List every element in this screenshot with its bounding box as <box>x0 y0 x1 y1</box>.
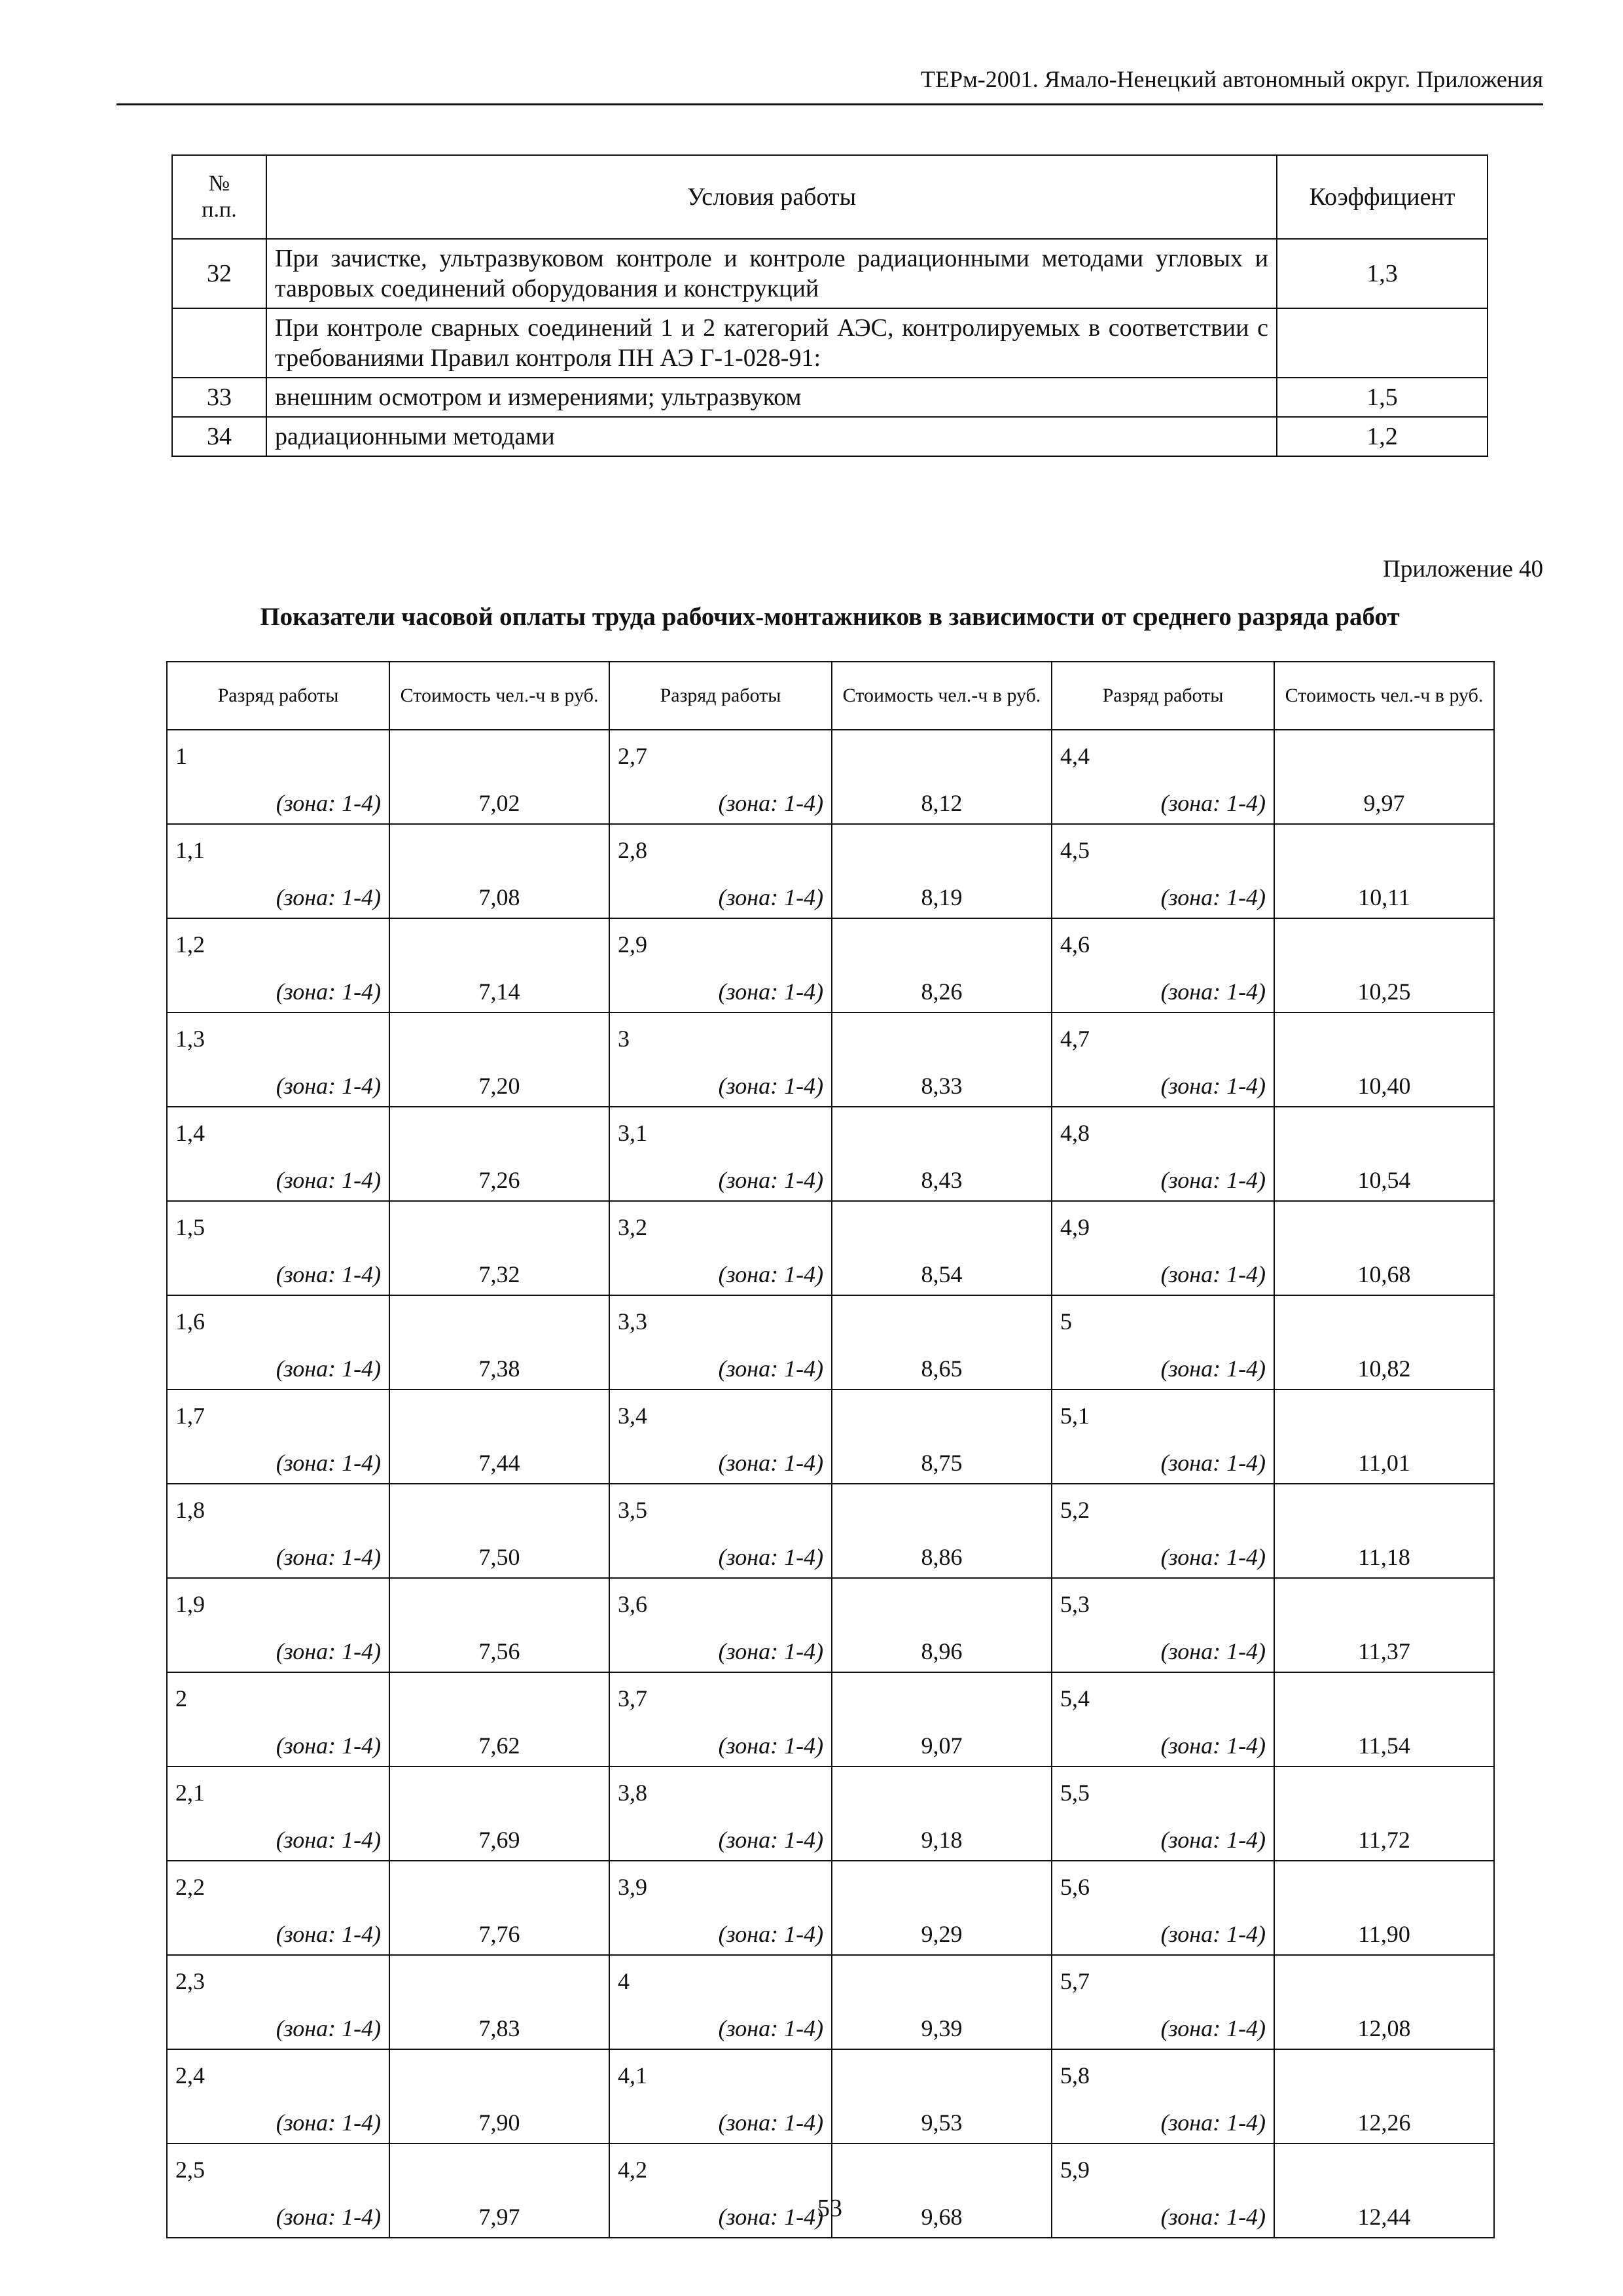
zone-label: (зона: 1-4) <box>718 1261 824 1287</box>
cost-value: 11,54 <box>1274 1672 1494 1767</box>
wage-row <box>167 2049 1494 2144</box>
grade-cell <box>609 824 832 918</box>
cost-value: 7,62 <box>389 1672 609 1767</box>
grade-value: 4,4 <box>1060 743 1090 769</box>
zone-label: (зона: 1-4) <box>1160 1167 1266 1193</box>
cost-value: 7,44 <box>389 1390 609 1484</box>
wage-row <box>167 824 1494 918</box>
zone-label: (зона: 1-4) <box>1160 1450 1266 1476</box>
cost-value: 9,07 <box>832 1672 1052 1767</box>
wage-row <box>167 1390 1494 1484</box>
wage-header-row <box>167 662 1494 730</box>
grade-value: 3,1 <box>617 1120 647 1146</box>
cost-value: 9,97 <box>1274 730 1494 824</box>
zone-label: (зона: 1-4) <box>1160 1544 1266 1570</box>
grade-value: 2,8 <box>617 837 647 863</box>
grade-value: 4,8 <box>1060 1120 1090 1146</box>
row-condition: При контроле сварных соединений 1 и 2 категорий АЭС, контролируемых в соответствии с требованиями Правил контроля ПН АЭ Г-1-028-91: <box>266 308 1277 378</box>
header-cost: Стоимость чел.-ч в руб. <box>832 662 1052 730</box>
grade-value: 4,5 <box>1060 837 1090 863</box>
cost-value: 8,75 <box>832 1390 1052 1484</box>
row-number: 32 <box>172 239 266 308</box>
cost-value: 7,76 <box>389 1861 609 1955</box>
grade-cell <box>1052 1013 1274 1107</box>
grade-cell <box>609 918 832 1013</box>
header-cost: Стоимость чел.-ч в руб. <box>389 662 609 730</box>
grade-value: 3,9 <box>617 1874 647 1900</box>
wage-row <box>167 1295 1494 1390</box>
cost-value: 7,38 <box>389 1295 609 1390</box>
cost-value: 8,12 <box>832 730 1052 824</box>
grade-cell <box>609 1390 832 1484</box>
zone-label: (зона: 1-4) <box>718 1827 824 1853</box>
zone-label: (зона: 1-4) <box>276 2109 382 2136</box>
grade-cell <box>1052 918 1274 1013</box>
grade-cell <box>167 1578 389 1672</box>
grade-value: 1 <box>175 743 187 769</box>
coefficients-row <box>172 308 1488 378</box>
grade-value: 4 <box>617 1968 630 1994</box>
wage-row <box>167 1201 1494 1295</box>
grade-value: 5,1 <box>1060 1403 1090 1429</box>
grade-cell <box>609 1295 832 1390</box>
page-number: 53 <box>817 2195 842 2222</box>
zone-label: (зона: 1-4) <box>1160 2015 1266 2041</box>
zone-label: (зона: 1-4) <box>718 1544 824 1570</box>
grade-cell <box>167 824 389 918</box>
grade-value: 4,1 <box>617 2062 647 2089</box>
grade-cell <box>609 1955 832 2049</box>
grade-cell <box>167 1107 389 1201</box>
grade-value: 2,9 <box>617 931 647 958</box>
grade-value: 3,3 <box>617 1308 647 1335</box>
wage-row <box>167 1484 1494 1578</box>
grade-value: 5,4 <box>1060 1685 1090 1712</box>
cost-value: 8,65 <box>832 1295 1052 1390</box>
grade-cell <box>609 1013 832 1107</box>
grade-value: 4,2 <box>617 2157 647 2183</box>
grade-cell <box>1052 1390 1274 1484</box>
header-grade: Разряд работы <box>609 662 832 730</box>
grade-value: 2,4 <box>175 2062 205 2089</box>
zone-label: (зона: 1-4) <box>718 884 824 910</box>
cost-value: 8,26 <box>832 918 1052 1013</box>
wage-row <box>167 2144 1494 2238</box>
header-grade: Разряд работы <box>167 662 389 730</box>
wage-row <box>167 1861 1494 1955</box>
header-condition: Условия работы <box>266 155 1277 239</box>
grade-cell <box>609 1767 832 1861</box>
zone-label: (зона: 1-4) <box>718 790 824 816</box>
cost-value: 9,29 <box>832 1861 1052 1955</box>
grade-cell <box>1052 1201 1274 1295</box>
zone-label: (зона: 1-4) <box>1160 1638 1266 1664</box>
grade-cell <box>167 1390 389 1484</box>
grade-cell <box>609 1578 832 1672</box>
grade-value: 5,9 <box>1060 2157 1090 2183</box>
grade-cell <box>167 2049 389 2144</box>
grade-cell <box>167 1295 389 1390</box>
row-number: 34 <box>172 417 266 456</box>
grade-cell <box>1052 1107 1274 1201</box>
row-coefficient: 1,2 <box>1277 417 1488 456</box>
grade-cell <box>167 1767 389 1861</box>
coefficients-row <box>172 378 1488 417</box>
grade-value: 4,6 <box>1060 931 1090 958</box>
zone-label: (зона: 1-4) <box>1160 1921 1266 1947</box>
grade-cell <box>609 1107 832 1201</box>
grade-cell <box>167 2144 389 2238</box>
wage-row <box>167 918 1494 1013</box>
zone-label: (зона: 1-4) <box>276 884 382 910</box>
grade-cell <box>1052 1295 1274 1390</box>
zone-label: (зона: 1-4) <box>276 1355 382 1382</box>
cost-value: 9,39 <box>832 1955 1052 2049</box>
zone-label: (зона: 1-4) <box>718 1167 824 1193</box>
grade-value: 2,5 <box>175 2157 205 2183</box>
grade-value: 5,6 <box>1060 1874 1090 1900</box>
grade-cell <box>1052 2144 1274 2238</box>
coefficients-row <box>172 417 1488 456</box>
cost-value: 8,43 <box>832 1107 1052 1201</box>
grade-value: 2 <box>175 1685 187 1712</box>
grade-value: 3,5 <box>617 1497 647 1523</box>
zone-label: (зона: 1-4) <box>718 1732 824 1759</box>
grade-value: 3,8 <box>617 1780 647 1806</box>
grade-cell <box>167 918 389 1013</box>
grade-value: 1,2 <box>175 931 205 958</box>
grade-value: 2,2 <box>175 1874 205 1900</box>
cost-value: 10,82 <box>1274 1295 1494 1390</box>
cost-value: 7,56 <box>389 1578 609 1672</box>
cost-value: 11,01 <box>1274 1390 1494 1484</box>
wage-row <box>167 730 1494 824</box>
grade-cell <box>1052 1578 1274 1672</box>
wage-table-title: Показатели часовой оплаты труда рабочих-монтажников в зависимости от среднего разряда работ <box>260 603 1400 631</box>
zone-label: (зона: 1-4) <box>276 790 382 816</box>
cost-value: 9,68 <box>832 2144 1052 2238</box>
cost-value: 10,11 <box>1274 824 1494 918</box>
cost-value: 10,68 <box>1274 1201 1494 1295</box>
cost-value: 10,54 <box>1274 1107 1494 1201</box>
zone-label: (зона: 1-4) <box>276 1732 382 1759</box>
grade-value: 1,8 <box>175 1497 205 1523</box>
zone-label: (зона: 1-4) <box>718 1073 824 1099</box>
zone-label: (зона: 1-4) <box>276 1921 382 1947</box>
grade-cell <box>609 1484 832 1578</box>
header-number: № п.п. <box>172 155 266 239</box>
row-condition: внешним осмотром и измерениями; ультразвуком <box>266 378 1277 417</box>
zone-label: (зона: 1-4) <box>276 2015 382 2041</box>
grade-cell <box>609 730 832 824</box>
grade-cell <box>609 1861 832 1955</box>
cost-value: 11,90 <box>1274 1861 1494 1955</box>
grade-value: 1,7 <box>175 1403 205 1429</box>
cost-value: 7,20 <box>389 1013 609 1107</box>
grade-value: 4,9 <box>1060 1214 1090 1240</box>
cost-value: 12,08 <box>1274 1955 1494 2049</box>
zone-label: (зона: 1-4) <box>718 2204 824 2230</box>
zone-label: (зона: 1-4) <box>718 978 824 1005</box>
zone-label: (зона: 1-4) <box>276 2204 382 2230</box>
cost-value: 9,53 <box>832 2049 1052 2144</box>
grade-cell <box>1052 730 1274 824</box>
wage-row <box>167 1955 1494 2049</box>
row-number: 33 <box>172 378 266 417</box>
grade-value: 5,5 <box>1060 1780 1090 1806</box>
cost-value: 7,08 <box>389 824 609 918</box>
cost-value: 8,33 <box>832 1013 1052 1107</box>
zone-label: (зона: 1-4) <box>276 1544 382 1570</box>
row-number <box>172 308 266 378</box>
grade-cell <box>167 1013 389 1107</box>
cost-value: 12,44 <box>1274 2144 1494 2238</box>
grade-value: 3,2 <box>617 1214 647 1240</box>
grade-value: 5,8 <box>1060 2062 1090 2089</box>
zone-label: (зона: 1-4) <box>718 2015 824 2041</box>
grade-value: 3,6 <box>617 1591 647 1617</box>
cost-value: 7,14 <box>389 918 609 1013</box>
cost-value: 12,26 <box>1274 2049 1494 2144</box>
zone-label: (зона: 1-4) <box>718 2109 824 2136</box>
cost-value: 7,26 <box>389 1107 609 1201</box>
wage-row <box>167 1013 1494 1107</box>
grade-cell <box>167 1201 389 1295</box>
header-grade: Разряд работы <box>1052 662 1274 730</box>
grade-value: 3,7 <box>617 1685 647 1712</box>
grade-value: 1,1 <box>175 837 205 863</box>
grade-value: 3 <box>617 1026 630 1052</box>
grade-cell <box>609 2049 832 2144</box>
grade-cell <box>1052 1484 1274 1578</box>
grade-cell <box>167 1672 389 1767</box>
zone-label: (зона: 1-4) <box>1160 790 1266 816</box>
cost-value: 8,86 <box>832 1484 1052 1578</box>
grade-cell <box>609 1201 832 1295</box>
grade-value: 1,5 <box>175 1214 205 1240</box>
cost-value: 7,32 <box>389 1201 609 1295</box>
cost-value: 8,19 <box>832 824 1052 918</box>
cost-value: 11,37 <box>1274 1578 1494 1672</box>
header-cost: Стоимость чел.-ч в руб. <box>1274 662 1494 730</box>
cost-value: 9,18 <box>832 1767 1052 1861</box>
zone-label: (зона: 1-4) <box>1160 2109 1266 2136</box>
cost-value: 7,97 <box>389 2144 609 2238</box>
zone-label: (зона: 1-4) <box>1160 978 1266 1005</box>
grade-cell <box>609 2144 832 2238</box>
wage-row <box>167 1578 1494 1672</box>
grade-cell <box>609 1672 832 1767</box>
appendix-label: Приложение 40 <box>1383 556 1543 583</box>
grade-cell <box>1052 1672 1274 1767</box>
zone-label: (зона: 1-4) <box>1160 884 1266 910</box>
grade-value: 5,3 <box>1060 1591 1090 1617</box>
row-coefficient: 1,3 <box>1277 239 1488 308</box>
zone-label: (зона: 1-4) <box>1160 1073 1266 1099</box>
wage-table-body <box>167 730 1494 2238</box>
zone-label: (зона: 1-4) <box>1160 1355 1266 1382</box>
header-coefficient: Коэффициент <box>1277 155 1488 239</box>
cost-value: 7,02 <box>389 730 609 824</box>
zone-label: (зона: 1-4) <box>1160 1261 1266 1287</box>
grade-value: 5,7 <box>1060 1968 1090 1994</box>
row-coefficient: 1,5 <box>1277 378 1488 417</box>
grade-cell <box>1052 1861 1274 1955</box>
row-condition: радиационными методами <box>266 417 1277 456</box>
zone-label: (зона: 1-4) <box>1160 2204 1266 2230</box>
grade-cell <box>1052 2049 1274 2144</box>
cost-value: 11,72 <box>1274 1767 1494 1861</box>
cost-value: 10,40 <box>1274 1013 1494 1107</box>
zone-label: (зона: 1-4) <box>276 1827 382 1853</box>
cost-value: 7,69 <box>389 1767 609 1861</box>
grade-cell <box>167 730 389 824</box>
cost-value: 7,83 <box>389 1955 609 2049</box>
grade-value: 3,4 <box>617 1403 647 1429</box>
wage-table <box>166 661 1495 2238</box>
zone-label: (зона: 1-4) <box>276 1638 382 1664</box>
grade-value: 1,3 <box>175 1026 205 1052</box>
coefficients-header-row <box>172 155 1488 239</box>
grade-cell <box>1052 824 1274 918</box>
cost-value: 8,96 <box>832 1578 1052 1672</box>
zone-label: (зона: 1-4) <box>1160 1732 1266 1759</box>
wage-row <box>167 1107 1494 1201</box>
row-condition: При зачистке, ультразвуковом контроле и контроле радиационными методами угловых и тавровых соединений оборудования и конструкций <box>266 239 1277 308</box>
zone-label: (зона: 1-4) <box>276 1167 382 1193</box>
zone-label: (зона: 1-4) <box>276 1073 382 1099</box>
grade-value: 5,2 <box>1060 1497 1090 1523</box>
grade-value: 2,1 <box>175 1780 205 1806</box>
grade-cell <box>1052 1767 1274 1861</box>
header-rule <box>116 103 1543 105</box>
grade-value: 2,7 <box>617 743 647 769</box>
grade-value: 4,7 <box>1060 1026 1090 1052</box>
zone-label: (зона: 1-4) <box>718 1450 824 1476</box>
grade-value: 1,9 <box>175 1591 205 1617</box>
running-header: ТЕРм-2001. Ямало-Ненецкий автономный округ. Приложения <box>920 66 1543 92</box>
cost-value: 10,25 <box>1274 918 1494 1013</box>
grade-value: 1,6 <box>175 1308 205 1335</box>
zone-label: (зона: 1-4) <box>718 1921 824 1947</box>
grade-value: 5 <box>1060 1308 1072 1335</box>
zone-label: (зона: 1-4) <box>276 1450 382 1476</box>
coefficients-table <box>171 154 1488 457</box>
cost-value: 7,90 <box>389 2049 609 2144</box>
cost-value: 7,50 <box>389 1484 609 1578</box>
grade-value: 1,4 <box>175 1120 205 1146</box>
wage-row <box>167 1672 1494 1767</box>
zone-label: (зона: 1-4) <box>718 1638 824 1664</box>
zone-label: (зона: 1-4) <box>276 978 382 1005</box>
grade-cell <box>167 1955 389 2049</box>
zone-label: (зона: 1-4) <box>1160 1827 1266 1853</box>
grade-cell <box>1052 1955 1274 2049</box>
grade-cell <box>167 1861 389 1955</box>
grade-value: 2,3 <box>175 1968 205 1994</box>
cost-value: 11,18 <box>1274 1484 1494 1578</box>
zone-label: (зона: 1-4) <box>718 1355 824 1382</box>
row-coefficient <box>1277 308 1488 378</box>
wage-row <box>167 1767 1494 1861</box>
zone-label: (зона: 1-4) <box>276 1261 382 1287</box>
grade-cell <box>167 1484 389 1578</box>
cost-value: 8,54 <box>832 1201 1052 1295</box>
coefficients-row <box>172 239 1488 308</box>
